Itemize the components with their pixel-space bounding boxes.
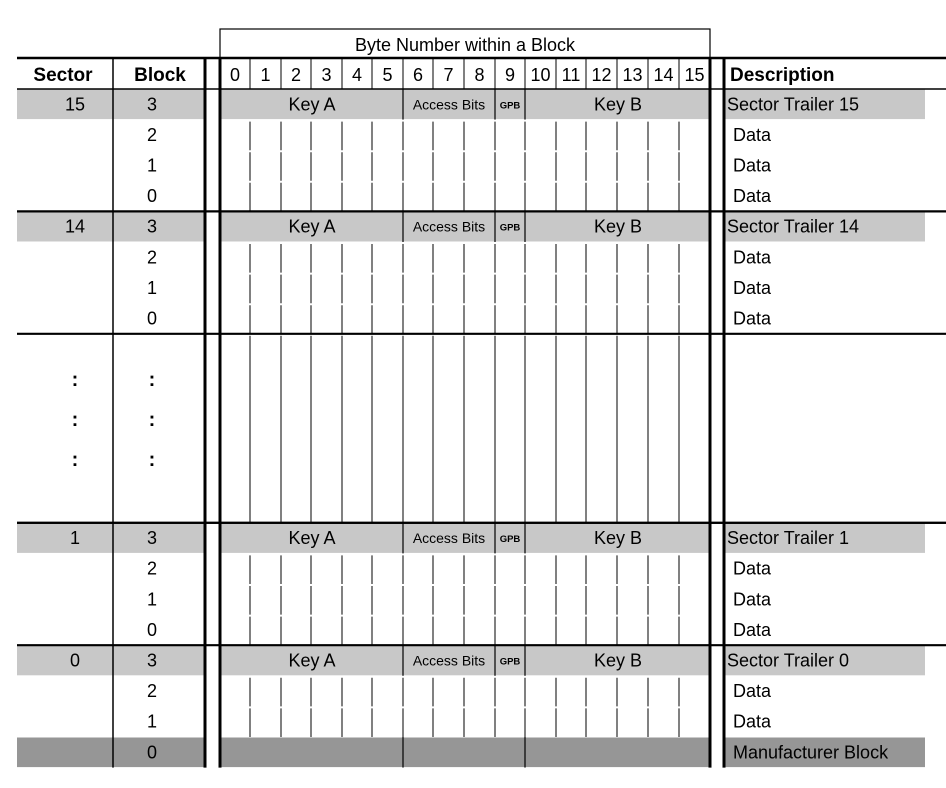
sector-number: 15 bbox=[64, 94, 86, 115]
block-number: 1 bbox=[146, 155, 158, 176]
block-description: Data bbox=[733, 589, 772, 610]
block-description: Sector Trailer 14 bbox=[727, 216, 860, 237]
byte-number-8: 8 bbox=[474, 65, 485, 85]
trailer-row-fill bbox=[113, 90, 205, 120]
access-bits-field: Access Bits bbox=[412, 530, 486, 547]
byte-number-2: 2 bbox=[290, 65, 302, 85]
byte-number-6: 6 bbox=[412, 65, 424, 85]
trailer-row-fill bbox=[113, 646, 205, 676]
gpb-field: GPB bbox=[499, 222, 521, 234]
description-header: Description bbox=[730, 65, 835, 86]
block-number: 3 bbox=[146, 650, 158, 671]
key-a-field: Key A bbox=[288, 650, 336, 671]
byte-number-4: 4 bbox=[351, 65, 363, 85]
block-description: Manufacturer Block bbox=[733, 742, 889, 763]
key-b-field: Key B bbox=[593, 650, 643, 671]
block-description: Data bbox=[733, 186, 772, 207]
byte-number-11: 11 bbox=[561, 65, 581, 85]
block-number: 3 bbox=[146, 216, 158, 237]
block-number: 2 bbox=[146, 124, 158, 145]
sector-number: 1 bbox=[69, 528, 81, 549]
block-number: 0 bbox=[146, 742, 158, 763]
gpb-field: GPB bbox=[499, 100, 521, 112]
block-description: Data bbox=[733, 308, 772, 329]
access-bits-field: Access Bits bbox=[412, 652, 486, 669]
block-number: 2 bbox=[146, 681, 158, 702]
key-b-field: Key B bbox=[593, 528, 643, 549]
block-description: Data bbox=[733, 247, 772, 268]
sector-ellipsis: : bbox=[71, 449, 79, 471]
block-description: Data bbox=[733, 558, 772, 579]
block-ellipsis: : bbox=[148, 449, 156, 471]
key-a-field: Key A bbox=[288, 94, 336, 115]
block-header: Block bbox=[134, 65, 186, 86]
key-a-field: Key A bbox=[288, 528, 336, 549]
block-number: 0 bbox=[146, 308, 158, 329]
block-number: 2 bbox=[146, 247, 158, 268]
trailer-row-fill bbox=[113, 523, 205, 553]
byte-number-9: 9 bbox=[504, 65, 516, 85]
block-number: 1 bbox=[146, 711, 158, 732]
block-description: Data bbox=[733, 619, 772, 640]
block-description: Data bbox=[733, 681, 772, 702]
byte-number-0: 0 bbox=[229, 65, 241, 85]
byte-number-12: 12 bbox=[591, 65, 612, 85]
block-description: Sector Trailer 15 bbox=[727, 94, 860, 115]
block-description: Data bbox=[733, 124, 772, 145]
access-bits-field: Access Bits bbox=[412, 218, 486, 235]
byte-number-14: 14 bbox=[653, 65, 674, 85]
key-a-field: Key A bbox=[288, 216, 336, 237]
key-b-field: Key B bbox=[593, 216, 643, 237]
block-number: 0 bbox=[146, 186, 158, 207]
byte-number-15: 15 bbox=[684, 65, 705, 85]
block-number: 1 bbox=[146, 589, 158, 610]
block-ellipsis: : bbox=[148, 369, 156, 391]
byte-number-7: 7 bbox=[443, 65, 454, 85]
trailer-row-fill bbox=[113, 212, 205, 242]
trailer-row-fill bbox=[17, 646, 113, 676]
manufacturer-row-fill bbox=[17, 738, 205, 768]
block-description: Sector Trailer 0 bbox=[727, 650, 850, 671]
byte-number-10: 10 bbox=[530, 65, 551, 85]
block-number: 1 bbox=[146, 277, 158, 298]
byte-number-3: 3 bbox=[321, 65, 332, 85]
block-description: Data bbox=[733, 277, 772, 298]
block-description: Data bbox=[733, 155, 772, 176]
access-bits-field: Access Bits bbox=[412, 96, 486, 113]
manufacturer-row-fill bbox=[220, 738, 710, 768]
block-description: Data bbox=[733, 711, 772, 732]
sector-header: Sector bbox=[33, 65, 93, 86]
sector-ellipsis: : bbox=[71, 409, 79, 431]
sector-number: 14 bbox=[64, 216, 86, 237]
block-description: Sector Trailer 1 bbox=[727, 528, 850, 549]
gpb-field: GPB bbox=[499, 656, 521, 668]
gpb-field: GPB bbox=[499, 534, 521, 546]
byte-number-5: 5 bbox=[382, 65, 393, 85]
byte-number-1: 1 bbox=[260, 65, 271, 85]
byte-number-13: 13 bbox=[622, 65, 643, 85]
byte-number-title: Byte Number within a Block bbox=[354, 35, 576, 55]
block-number: 3 bbox=[146, 94, 158, 115]
trailer-row-fill bbox=[17, 523, 113, 553]
block-number: 3 bbox=[146, 528, 158, 549]
block-number: 2 bbox=[146, 558, 158, 579]
sector-number: 0 bbox=[69, 650, 81, 671]
block-ellipsis: : bbox=[148, 409, 156, 431]
block-number: 0 bbox=[146, 619, 158, 640]
sector-ellipsis: : bbox=[71, 369, 79, 391]
key-b-field: Key B bbox=[593, 94, 643, 115]
